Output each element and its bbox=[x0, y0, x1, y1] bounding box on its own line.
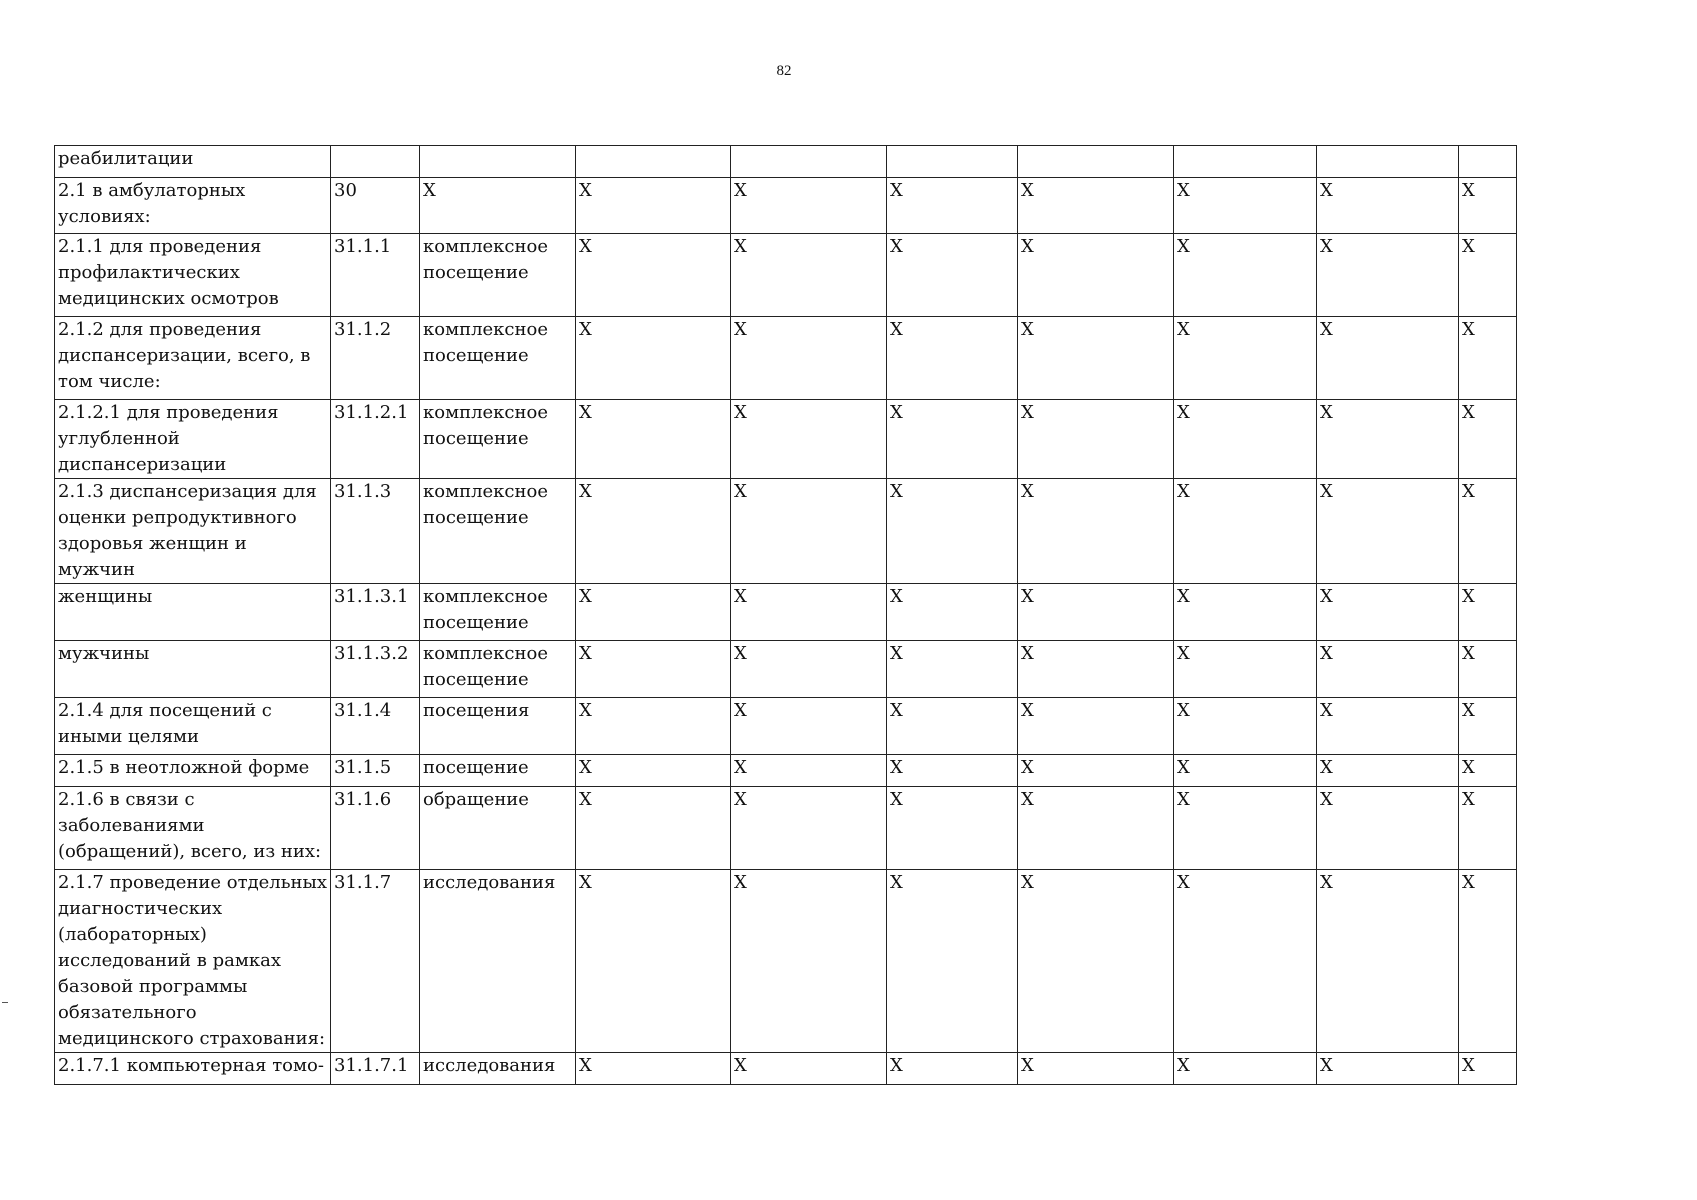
row-name-cell: 2.1.3 диспансеризация для оценки репродуктивного здоровья женщин и мужчин bbox=[55, 479, 331, 584]
mark-cell: Х bbox=[731, 787, 887, 870]
mark-cell: Х bbox=[731, 317, 887, 400]
mark-cell: Х bbox=[576, 870, 731, 1053]
mark-cell: Х bbox=[576, 234, 731, 317]
mark-cell: Х bbox=[576, 641, 731, 698]
mark-cell: Х bbox=[1018, 698, 1174, 755]
table-row bbox=[55, 400, 1517, 479]
mark-cell: Х bbox=[1317, 234, 1459, 317]
mark-cell: Х bbox=[1018, 479, 1174, 584]
mark-cell bbox=[1018, 146, 1174, 178]
mark-cell bbox=[576, 146, 731, 178]
mark-cell: Х bbox=[1174, 400, 1317, 479]
row-name-cell: 2.1.4 для посещений с иными целями bbox=[55, 698, 331, 755]
mark-cell: Х bbox=[1459, 870, 1517, 1053]
row-name-cell: 2.1.6 в связи с заболеваниями (обращений), всего, из них: bbox=[55, 787, 331, 870]
table-row bbox=[55, 479, 1517, 584]
row-code-cell: 30 bbox=[331, 178, 420, 234]
table-body bbox=[55, 146, 1517, 1085]
row-code-cell: 31.1.3 bbox=[331, 479, 420, 584]
table-row bbox=[55, 1053, 1517, 1085]
row-code-cell bbox=[331, 146, 420, 178]
row-unit-cell: посещение bbox=[420, 755, 576, 787]
row-unit-cell: комплексное посещение bbox=[420, 400, 576, 479]
mark-cell: Х bbox=[1174, 870, 1317, 1053]
row-unit-cell: комплексное посещение bbox=[420, 641, 576, 698]
table-row bbox=[55, 870, 1517, 1053]
mark-cell: Х bbox=[731, 698, 887, 755]
mark-cell: Х bbox=[1459, 755, 1517, 787]
mark-cell: Х bbox=[1174, 584, 1317, 641]
mark-cell: Х bbox=[887, 479, 1018, 584]
scan-artifact bbox=[2, 1002, 8, 1003]
row-name-cell: 2.1.2 для проведения диспансеризации, всего, в том числе: bbox=[55, 317, 331, 400]
row-unit-cell: посещения bbox=[420, 698, 576, 755]
mark-cell: Х bbox=[731, 479, 887, 584]
mark-cell: Х bbox=[887, 317, 1018, 400]
mark-cell: Х bbox=[1174, 1053, 1317, 1085]
mark-cell: Х bbox=[576, 755, 731, 787]
table-row bbox=[55, 146, 1517, 178]
row-unit-cell bbox=[420, 146, 576, 178]
mark-cell: Х bbox=[887, 234, 1018, 317]
mark-cell: Х bbox=[1459, 178, 1517, 234]
mark-cell bbox=[887, 146, 1018, 178]
mark-cell: Х bbox=[731, 1053, 887, 1085]
mark-cell: Х bbox=[731, 641, 887, 698]
row-name-cell: 2.1 в амбулаторных условиях: bbox=[55, 178, 331, 234]
mark-cell: Х bbox=[1317, 400, 1459, 479]
table-row bbox=[55, 234, 1517, 317]
data-table bbox=[54, 145, 1517, 1085]
table-row bbox=[55, 698, 1517, 755]
row-name-cell: 2.1.1 для проведения профилактических медицинских осмотров bbox=[55, 234, 331, 317]
mark-cell: Х bbox=[1018, 400, 1174, 479]
table-row bbox=[55, 755, 1517, 787]
mark-cell: Х bbox=[1317, 870, 1459, 1053]
mark-cell: Х bbox=[887, 641, 1018, 698]
row-name-cell: реабилитации bbox=[55, 146, 331, 178]
mark-cell: Х bbox=[731, 870, 887, 1053]
mark-cell: Х bbox=[1459, 641, 1517, 698]
mark-cell: Х bbox=[1018, 584, 1174, 641]
mark-cell: Х bbox=[1317, 787, 1459, 870]
mark-cell: Х bbox=[1174, 178, 1317, 234]
mark-cell: Х bbox=[887, 787, 1018, 870]
row-unit-cell: исследования bbox=[420, 870, 576, 1053]
mark-cell: Х bbox=[1459, 584, 1517, 641]
row-unit-cell: комплексное посещение bbox=[420, 234, 576, 317]
row-unit-cell: исследования bbox=[420, 1053, 576, 1085]
mark-cell: Х bbox=[731, 584, 887, 641]
mark-cell: Х bbox=[731, 178, 887, 234]
mark-cell: Х bbox=[1317, 1053, 1459, 1085]
mark-cell: Х bbox=[1459, 400, 1517, 479]
row-code-cell: 31.1.2.1 bbox=[331, 400, 420, 479]
mark-cell: Х bbox=[1018, 178, 1174, 234]
row-code-cell: 31.1.1 bbox=[331, 234, 420, 317]
row-unit-cell: комплексное посещение bbox=[420, 479, 576, 584]
row-name-cell: женщины bbox=[55, 584, 331, 641]
mark-cell: Х bbox=[731, 400, 887, 479]
mark-cell bbox=[1317, 146, 1459, 178]
row-code-cell: 31.1.3.1 bbox=[331, 584, 420, 641]
mark-cell: Х bbox=[887, 400, 1018, 479]
mark-cell: Х bbox=[1018, 641, 1174, 698]
mark-cell: Х bbox=[1317, 584, 1459, 641]
mark-cell: Х bbox=[1317, 698, 1459, 755]
row-code-cell: 31.1.6 bbox=[331, 787, 420, 870]
mark-cell: Х bbox=[1459, 787, 1517, 870]
row-code-cell: 31.1.5 bbox=[331, 755, 420, 787]
row-code-cell: 31.1.2 bbox=[331, 317, 420, 400]
mark-cell: Х bbox=[1317, 755, 1459, 787]
mark-cell: Х bbox=[1018, 787, 1174, 870]
mark-cell: Х bbox=[576, 698, 731, 755]
mark-cell: Х bbox=[1018, 870, 1174, 1053]
row-name-cell: 2.1.5 в неотложной форме bbox=[55, 755, 331, 787]
mark-cell: Х bbox=[1018, 755, 1174, 787]
row-name-cell: мужчины bbox=[55, 641, 331, 698]
row-unit-cell: Х bbox=[420, 178, 576, 234]
mark-cell: Х bbox=[1174, 641, 1317, 698]
mark-cell: Х bbox=[1174, 479, 1317, 584]
mark-cell bbox=[1174, 146, 1317, 178]
mark-cell: Х bbox=[1174, 787, 1317, 870]
mark-cell: Х bbox=[1018, 317, 1174, 400]
mark-cell: Х bbox=[887, 698, 1018, 755]
mark-cell: Х bbox=[1174, 317, 1317, 400]
mark-cell: Х bbox=[1018, 234, 1174, 317]
table-row bbox=[55, 584, 1517, 641]
mark-cell: Х bbox=[576, 479, 731, 584]
row-code-cell: 31.1.3.2 bbox=[331, 641, 420, 698]
mark-cell: Х bbox=[1459, 698, 1517, 755]
row-unit-cell: комплексное посещение bbox=[420, 317, 576, 400]
row-name-cell: 2.1.2.1 для проведения углубленной диспансеризации bbox=[55, 400, 331, 479]
mark-cell: Х bbox=[887, 584, 1018, 641]
mark-cell bbox=[1459, 146, 1517, 178]
mark-cell: Х bbox=[887, 1053, 1018, 1085]
mark-cell: Х bbox=[887, 178, 1018, 234]
mark-cell: Х bbox=[1174, 755, 1317, 787]
mark-cell: Х bbox=[576, 584, 731, 641]
mark-cell: Х bbox=[576, 400, 731, 479]
mark-cell: Х bbox=[576, 1053, 731, 1085]
mark-cell: Х bbox=[1317, 178, 1459, 234]
mark-cell: Х bbox=[1018, 1053, 1174, 1085]
mark-cell: Х bbox=[576, 787, 731, 870]
row-unit-cell: обращение bbox=[420, 787, 576, 870]
mark-cell: Х bbox=[576, 178, 731, 234]
mark-cell: Х bbox=[1174, 234, 1317, 317]
mark-cell: Х bbox=[1459, 1053, 1517, 1085]
mark-cell: Х bbox=[1459, 317, 1517, 400]
mark-cell: Х bbox=[887, 870, 1018, 1053]
mark-cell: Х bbox=[1174, 698, 1317, 755]
mark-cell: Х bbox=[731, 234, 887, 317]
mark-cell: Х bbox=[1459, 234, 1517, 317]
mark-cell bbox=[731, 146, 887, 178]
mark-cell: Х bbox=[731, 755, 887, 787]
row-name-cell: 2.1.7.1 компьютерная томо- bbox=[55, 1053, 331, 1085]
mark-cell: Х bbox=[1317, 317, 1459, 400]
row-code-cell: 31.1.4 bbox=[331, 698, 420, 755]
row-code-cell: 31.1.7.1 bbox=[331, 1053, 420, 1085]
row-name-cell: 2.1.7 проведение отдельных диагностических (лабораторных) исследований в рамках базовой программы обязательного медицинского страхования: bbox=[55, 870, 331, 1053]
row-code-cell: 31.1.7 bbox=[331, 870, 420, 1053]
table-row bbox=[55, 641, 1517, 698]
table-row bbox=[55, 317, 1517, 400]
mark-cell: Х bbox=[887, 755, 1018, 787]
page-number: 82 bbox=[776, 63, 792, 79]
table-row bbox=[55, 787, 1517, 870]
mark-cell: Х bbox=[1317, 479, 1459, 584]
row-unit-cell: комплексное посещение bbox=[420, 584, 576, 641]
mark-cell: Х bbox=[1459, 479, 1517, 584]
mark-cell: Х bbox=[576, 317, 731, 400]
mark-cell: Х bbox=[1317, 641, 1459, 698]
table-row bbox=[55, 178, 1517, 234]
